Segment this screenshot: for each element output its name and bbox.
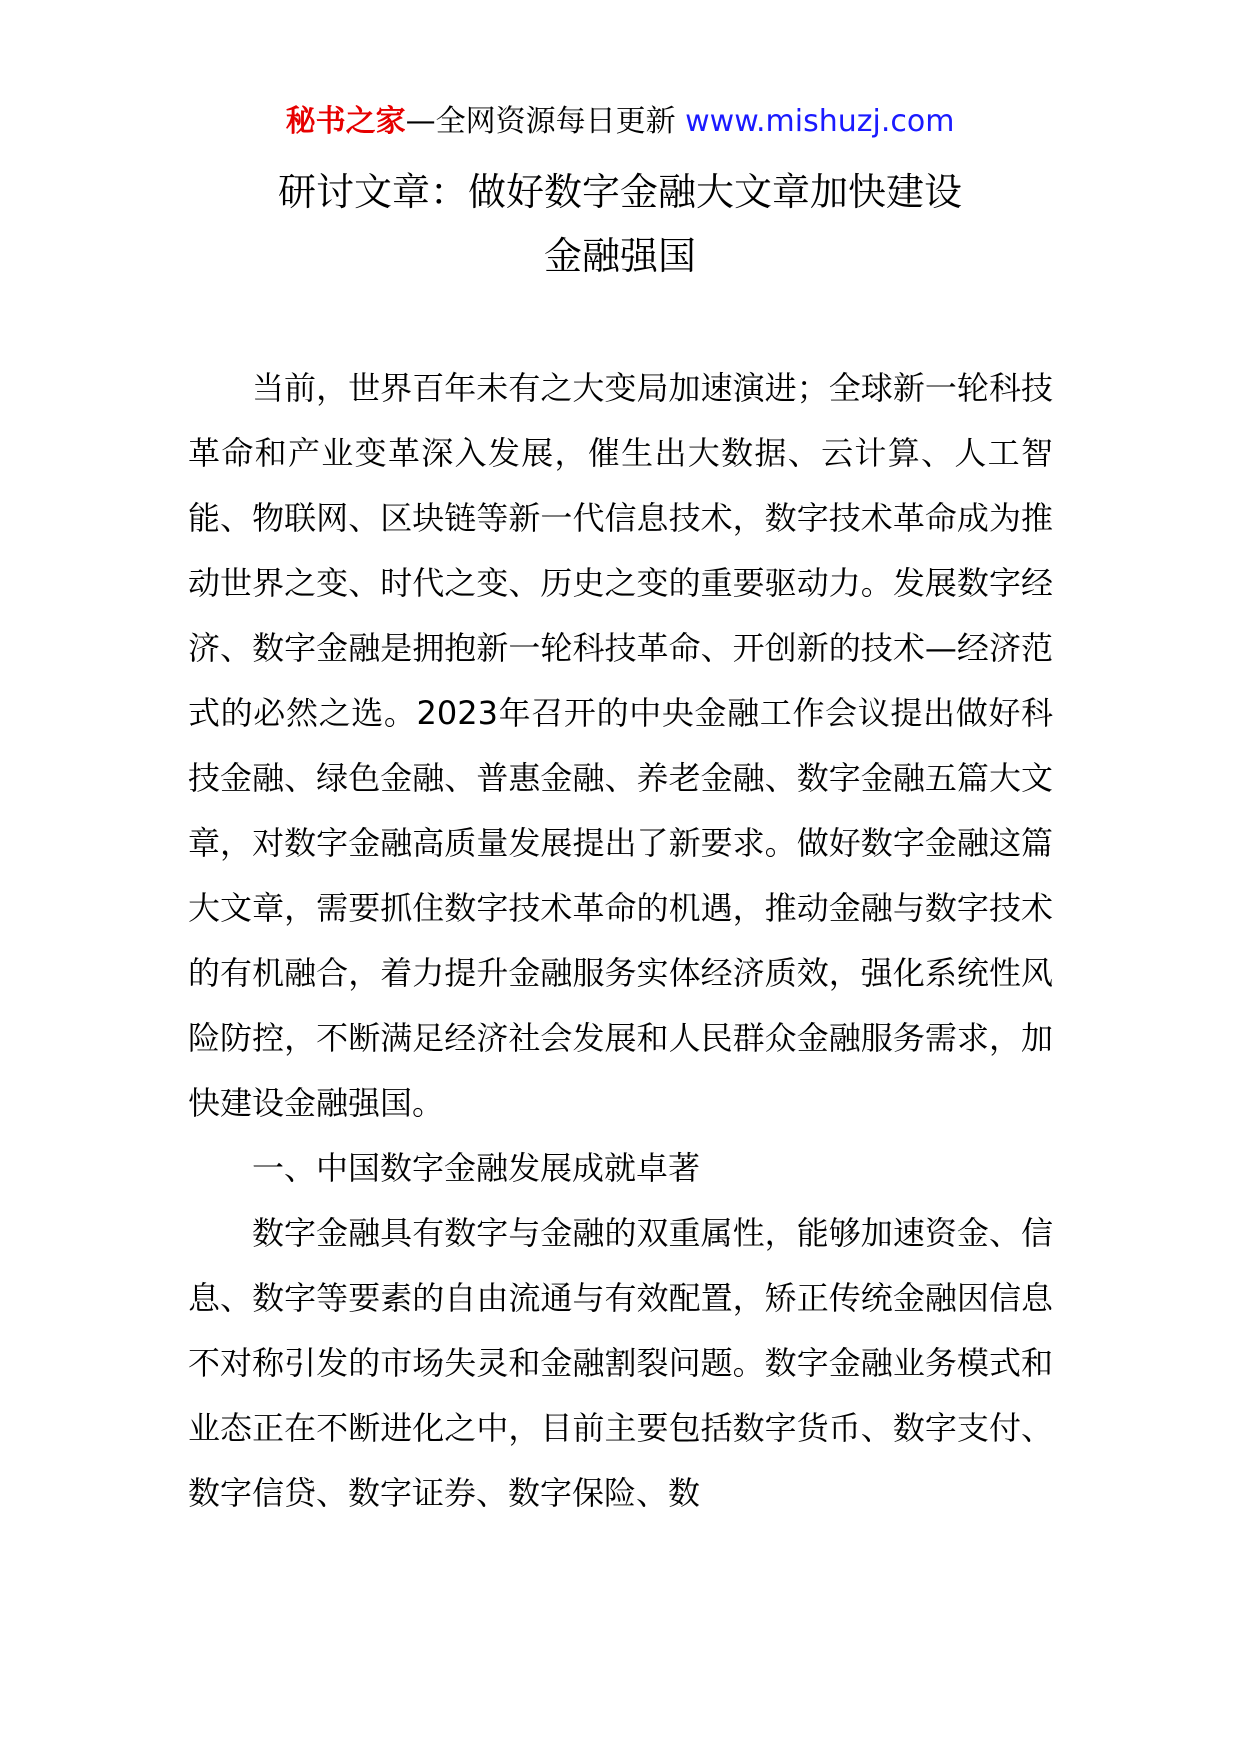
brand-name: 秘书之家 bbox=[285, 104, 406, 139]
section-heading-1: 一、中国数字金融发展成就卓著 bbox=[252, 1149, 701, 1187]
article-title bbox=[0, 160, 1240, 288]
article-body bbox=[188, 356, 1053, 1526]
site-header bbox=[0, 100, 1240, 144]
site-url-link[interactable]: www.mishuzj.com bbox=[685, 104, 955, 139]
title-line-1: 研讨文章：做好数字金融大文章加快建设 bbox=[277, 170, 962, 214]
paragraph-intro: 当前，世界百年未有之大变局加速演进；全球新一轮科技革命和产业变革深入发展，催生出大数据、云计算、人工智能、物联网、区块链等新一代信息技术，数字技术革命成为推动世界之变、时代之变、历史之变的重要驱动力。发展数字经济、数字金融是拥抱新一轮科技革命、开创新的技术—经济范式的必然之选。2023年召开的中央金融工作会议提出做好科技金融、绿色金融、普惠金融、养老金融、数字金融五篇大文章，对数字金融高质量发展提出了新要求。做好数字金融这篇大文章，需要抓住数字技术革命的机遇，推动金融与数字技术的有机融合，着力提升金融服务实体经济质效，强化系统性风险防控，不断满足经济社会发展和人民群众金融服务需求，加快建设金融强国。 bbox=[188, 369, 1053, 1122]
header-slogan: —全网资源每日更新 bbox=[405, 104, 686, 139]
paragraph-section-1: 数字金融具有数字与金融的双重属性，能够加速资金、信息、数字等要素的自由流通与有效配置，矫正传统金融因信息不对称引发的市场失灵和金融割裂问题。数字金融业务模式和业态正在不断进化之中，目前主要包括数字货币、数字支付、数字信贷、数字证券、数字保险、数 bbox=[188, 1214, 1053, 1512]
title-line-2: 金融强国 bbox=[543, 234, 696, 278]
